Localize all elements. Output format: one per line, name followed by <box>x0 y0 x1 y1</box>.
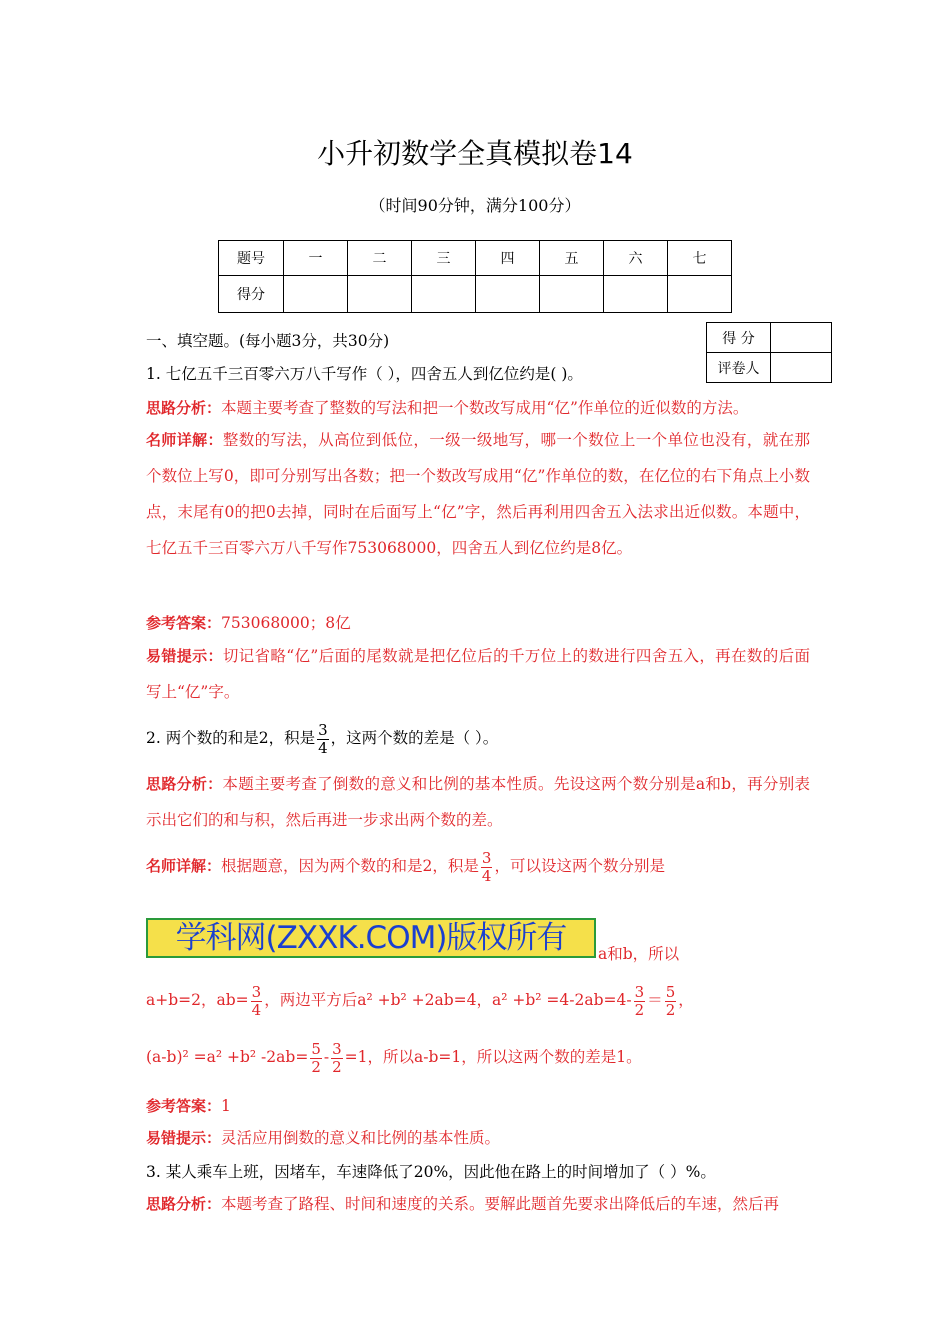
score-table <box>218 240 732 313</box>
q1-analysis-text: 本题主要考查了整数的写法和把一个数改写成用“亿”作单位的近似数的方法。 <box>221 399 749 417</box>
score-cell <box>668 276 732 313</box>
score-table-row-label: 得分 <box>219 276 284 313</box>
label-explain: 名师详解： <box>146 431 223 449</box>
grader-score-label: 得 分 <box>707 323 771 353</box>
q2-answer <box>146 1096 231 1116</box>
label-answer: 参考答案： <box>146 1097 222 1115</box>
copyright-watermark-banner: 学科网(ZXXK.COM)版权所有 <box>146 918 596 958</box>
fraction <box>251 984 263 1019</box>
fraction <box>310 1041 322 1076</box>
fraction-denominator: 2 <box>634 1000 645 1019</box>
score-cell <box>284 276 348 313</box>
fraction-denominator: 2 <box>311 1057 321 1076</box>
score-cell <box>412 276 476 313</box>
label-explain: 名师详解： <box>146 857 222 875</box>
fraction-numerator: 3 <box>332 1039 342 1058</box>
score-table-col: 三 <box>412 241 476 276</box>
q2-tip <box>146 1128 500 1148</box>
fraction-denominator: 2 <box>665 1000 676 1019</box>
fraction-numerator: 5 <box>665 982 676 1001</box>
q1-explain <box>146 422 810 602</box>
score-cell <box>604 276 668 313</box>
q2-after-banner: a和b，所以 <box>598 945 680 963</box>
section-heading: 一、填空题。(每小题3分，共30分) <box>146 332 390 350</box>
eq-text: =1，所以a-b=1，所以这两个数的差是1。 <box>344 1048 642 1066</box>
q2-answer-text: 1 <box>221 1097 231 1115</box>
fraction-denominator: 4 <box>318 738 328 757</box>
q1-tip-text: 切记省略“亿”后面的尾数就是把亿位后的千万位上的数进行四舍五入，再在数的后面写上“亿”字。 <box>146 647 810 701</box>
score-table-col: 四 <box>476 241 540 276</box>
fraction <box>634 984 646 1019</box>
fraction-denominator: 4 <box>481 866 492 885</box>
eq-text: - <box>323 1048 330 1066</box>
score-table-col: 五 <box>540 241 604 276</box>
q2-equation-1 <box>146 980 694 1020</box>
fraction-denominator: 4 <box>251 1000 262 1019</box>
page-title: 小升初数学全真模拟卷14 <box>317 137 633 170</box>
fraction-numerator: 3 <box>318 720 328 739</box>
q1-answer <box>146 613 351 633</box>
q2-question-pre: 2. 两个数的和是2，积是 <box>146 729 316 747</box>
q3-analysis-text: 本题考查了路程、时间和速度的关系。要解此题首先要求出降低后的车速，然后再 <box>221 1195 780 1213</box>
score-table-header-row <box>219 241 732 276</box>
score-cell <box>476 276 540 313</box>
q2-explain-post: ，可以设这两个数分别是 <box>494 857 665 875</box>
score-table-col: 六 <box>604 241 668 276</box>
score-cell <box>540 276 604 313</box>
q1-analysis <box>146 398 748 418</box>
q2-question-post: ，这两个数的差是（ ）。 <box>330 729 499 747</box>
grader-name-label: 评卷人 <box>707 353 771 383</box>
score-table-col: 二 <box>348 241 412 276</box>
q1-tip <box>146 638 810 710</box>
fraction-numerator: 3 <box>634 982 645 1001</box>
q2-explain <box>146 848 665 885</box>
fraction-denominator: 2 <box>332 1057 342 1076</box>
label-tip: 易错提示： <box>146 1129 222 1147</box>
q3-analysis <box>146 1194 779 1214</box>
q2-question <box>146 720 498 757</box>
score-table-col: 七 <box>668 241 732 276</box>
grader-box <box>706 322 832 383</box>
q1-answer-text: 753068000；8亿 <box>221 614 351 632</box>
eq-text: ， <box>678 991 694 1009</box>
fraction-numerator: 3 <box>251 982 262 1001</box>
label-analysis: 思路分析： <box>146 1195 222 1213</box>
q3-question: 3. 某人乘车上班，因堵车，车速降低了20%，因此他在路上的时间增加了（ ）%。 <box>146 1163 716 1181</box>
eq-text: ＝ <box>647 991 663 1009</box>
fraction <box>317 722 329 757</box>
fraction-numerator: 3 <box>481 848 492 867</box>
label-answer: 参考答案： <box>146 614 222 632</box>
score-table-score-row <box>219 276 732 313</box>
score-cell <box>348 276 412 313</box>
eq-text: a+b=2，ab= <box>146 991 249 1009</box>
eq-text: (a-b)² =a² +b² -2ab= <box>146 1048 309 1066</box>
score-table-col: 一 <box>284 241 348 276</box>
q1-explain-text: 整数的写法，从高位到低位，一级一级地写，哪一个数位上一个单位也没有，就在那个数位上写0，即可分别写出各数；把一个数改写成用“亿”作单位的数，在亿位的右下角点上小数点，末尾有0的把0去掉，同时在后面写上“亿”字，然后再利用四舍五入法求出近似数。本题中，七亿五千三百零六万八千写作753068000，四舍五人到亿位约是8亿。 <box>146 431 810 557</box>
q2-analysis-text: 本题主要考查了倒数的意义和比例的基本性质。先设这两个数分别是a和b，再分别表示出它们的和与积，然后再进一步求出两个数的差。 <box>146 775 810 829</box>
q2-explain-pre: 根据题意，因为两个数的和是2，积是 <box>221 857 479 875</box>
q2-equation-2 <box>146 1037 642 1077</box>
fraction <box>665 984 677 1019</box>
q2-tip-text: 灵活应用倒数的意义和比例的基本性质。 <box>221 1129 501 1147</box>
fraction <box>481 850 493 885</box>
score-table-header-label: 题号 <box>219 241 284 276</box>
grader-name-cell <box>771 353 832 383</box>
q1-question: 1. 七亿五千三百零六万八千写作（ ），四舍五人到亿位约是( )。 <box>146 365 583 383</box>
fraction <box>331 1041 343 1076</box>
eq-text: ，两边平方后a² +b² +2ab=4，a² +b² =4-2ab=4- <box>264 991 632 1009</box>
fraction-numerator: 5 <box>311 1039 321 1058</box>
grader-score-cell <box>771 323 832 353</box>
q2-analysis <box>146 766 810 838</box>
page-subtitle: （时间90分钟，满分100分） <box>369 196 581 215</box>
label-tip: 易错提示： <box>146 647 223 665</box>
label-analysis: 思路分析： <box>146 399 222 417</box>
label-analysis: 思路分析： <box>146 775 223 793</box>
